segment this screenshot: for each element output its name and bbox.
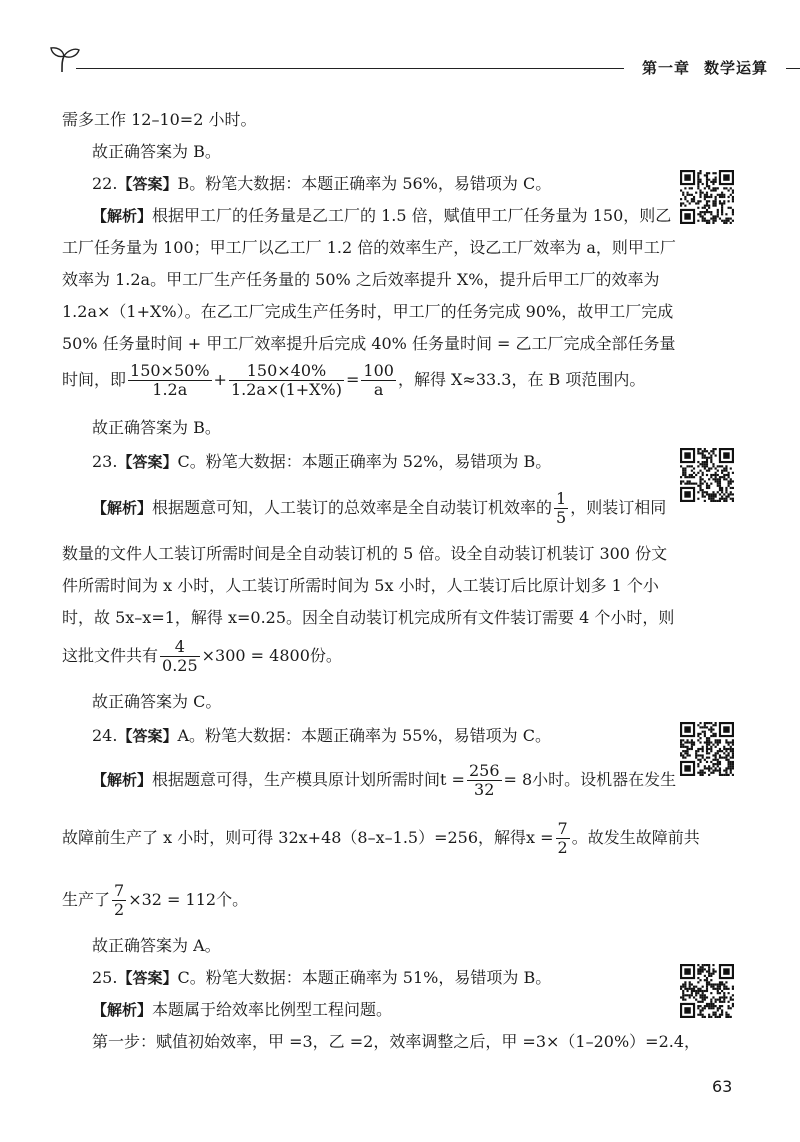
question-number: 24. (92, 726, 118, 745)
q23-answer-line (92, 452, 551, 472)
fraction-numerator: 1 (556, 489, 567, 508)
formula-prefix: 生产了 (62, 890, 111, 909)
text-line: 件所需时间为 x 小时，人工装订所需时间为 5x 小时，人工装订后比原计划多 1 个小 (62, 576, 659, 595)
fraction (128, 362, 212, 399)
fraction (112, 882, 126, 919)
fraction-denominator: 0.25 (162, 656, 198, 675)
fraction-denominator: 2 (114, 900, 125, 919)
fraction (556, 820, 570, 857)
fraction-denominator: 1.2a×(1+X%) (230, 380, 342, 399)
formula-line (62, 880, 248, 920)
fraction-numerator: 100 (363, 361, 394, 380)
formula-line (62, 636, 342, 676)
text-line: 效率为 1.2a。甲工厂生产任务量的 50% 之后效率提升 X%，提升后甲工厂的效率为 (62, 270, 660, 289)
fraction-numerator: 150×50% (130, 361, 210, 380)
chapter-name: 数学运算 (704, 59, 769, 77)
text-line: 故正确答案为 A。 (92, 936, 221, 955)
text-line: 需多工作 12–10=2 小时。 (62, 110, 257, 129)
text-line: 时，故 5x–x=1，解得 x=0.25。因全自动装订机完成所有文件装订需要 4 个小时，则 (62, 608, 675, 627)
sprout-icon (48, 44, 82, 74)
qr-code-icon[interactable] (680, 170, 734, 224)
q23-explain-line (92, 488, 666, 528)
question-number: 25. (92, 968, 118, 987)
answer-tag: 【答案】 (117, 175, 178, 193)
fraction-denominator: a (373, 380, 384, 399)
plus-sign: + (213, 370, 227, 389)
text-line: 第一步：赋值初始效率，甲 =3，乙 =2，效率调整之后，甲 =3×（1–20%）=2.4， (92, 1032, 701, 1051)
fraction-numerator: 7 (557, 819, 568, 838)
fraction-numerator: 150×40% (229, 362, 344, 381)
formula-suffix: ，解得 X≈33.3，在 B 项范围内。 (397, 370, 646, 389)
fraction (361, 362, 396, 399)
formula-prefix: 故障前生产了 x 小时，则可得 32x+48（8–x–1.5）=256，解得x = (62, 828, 554, 847)
equals-sign: = (346, 370, 360, 389)
explain-text: ，则装订相同 (570, 498, 667, 517)
text-line: 故正确答案为 C。 (92, 692, 222, 711)
q22-explain-line (92, 206, 671, 226)
answer-text: A。粉笔大数据：本题正确率为 55%，易错项为 C。 (177, 726, 552, 745)
text-line: 工厂任务量为 100；甲工厂以乙工厂 1.2 倍的效率生产，设乙工厂效率为 a，则甲工厂 (62, 238, 676, 257)
chapter-title (642, 57, 768, 78)
qr-code-icon[interactable] (680, 964, 734, 1018)
fraction-numerator: 256 (468, 761, 500, 780)
explain-tag: 【解析】 (92, 771, 153, 789)
formula-prefix: 时间，即 (62, 370, 127, 389)
text-line: 故正确答案为 B。 (92, 142, 221, 161)
text-line: 数量的文件人工装订所需时间是全自动装订机的 5 倍。设全自动装订机装订 300 份文 (62, 544, 668, 563)
explain-text: 根据甲工厂的任务量是乙工厂的 1.5 倍，赋值甲工厂任务量为 150，则乙 (152, 206, 672, 225)
q24-explain-line (92, 760, 676, 800)
text-line: 1.2a×（1+X%）。在乙工厂完成生产任务时，甲工厂的任务完成 90%，故甲工厂完成 (62, 302, 674, 321)
page-header (48, 44, 800, 84)
answer-tag: 【答案】 (117, 969, 178, 987)
formula-suffix: ×300 = 4800份。 (201, 646, 342, 665)
fraction-denominator: 32 (474, 780, 495, 799)
q24-answer-line (92, 726, 551, 746)
header-rule-left (76, 68, 624, 69)
answer-text: B。粉笔大数据：本题正确率为 56%，易错项为 C。 (177, 174, 552, 193)
page-number: 63 (712, 1077, 733, 1096)
question-number: 23. (92, 452, 118, 471)
explain-tag: 【解析】 (92, 1001, 153, 1019)
fraction (467, 762, 502, 799)
answer-text: C。粉笔大数据：本题正确率为 52%，易错项为 B。 (177, 452, 552, 471)
answer-tag: 【答案】 (117, 727, 178, 745)
fraction-numerator: 7 (114, 881, 125, 900)
formula-suffix: ×32 = 112个。 (128, 890, 249, 909)
fraction (229, 362, 344, 399)
text-line: 50% 任务量时间 + 甲工厂效率提升后完成 40% 任务量时间 = 乙工厂完成全部任务量 (62, 334, 676, 353)
formula-line (62, 818, 700, 858)
explain-text: = 8小时。设机器在发生 (503, 770, 677, 789)
text-line: 故正确答案为 B。 (92, 418, 221, 437)
formula-line (62, 360, 645, 400)
explain-text: 本题属于给效率比例型工程问题。 (152, 1000, 393, 1019)
answer-text: C。粉笔大数据：本题正确率为 51%，易错项为 B。 (177, 968, 552, 987)
qr-code-icon[interactable] (680, 722, 734, 776)
formula-prefix: 这批文件共有 (62, 646, 159, 665)
fraction-denominator: 1.2a (152, 380, 188, 399)
q22-answer-line (92, 174, 551, 194)
fraction-denominator: 5 (556, 508, 567, 527)
answer-tag: 【答案】 (117, 453, 178, 471)
fraction-denominator: 2 (557, 838, 568, 857)
explain-tag: 【解析】 (92, 499, 153, 517)
qr-code-icon[interactable] (680, 448, 734, 502)
chapter-label: 第一章 (642, 59, 691, 77)
header-rule-right (786, 68, 800, 69)
fraction-numerator: 4 (160, 638, 200, 657)
explain-text: 根据题意可得，生产模具原计划所需时间t = (152, 770, 465, 789)
q25-explain-line (92, 1000, 392, 1020)
formula-suffix: 。故发生故障前共 (571, 828, 700, 847)
question-number: 22. (92, 174, 118, 193)
fraction (554, 490, 568, 527)
q25-answer-line (92, 968, 551, 988)
fraction (160, 638, 200, 675)
explain-tag: 【解析】 (92, 207, 153, 225)
explain-text: 根据题意可知，人工装订的总效率是全自动装订机效率的 (152, 498, 553, 517)
